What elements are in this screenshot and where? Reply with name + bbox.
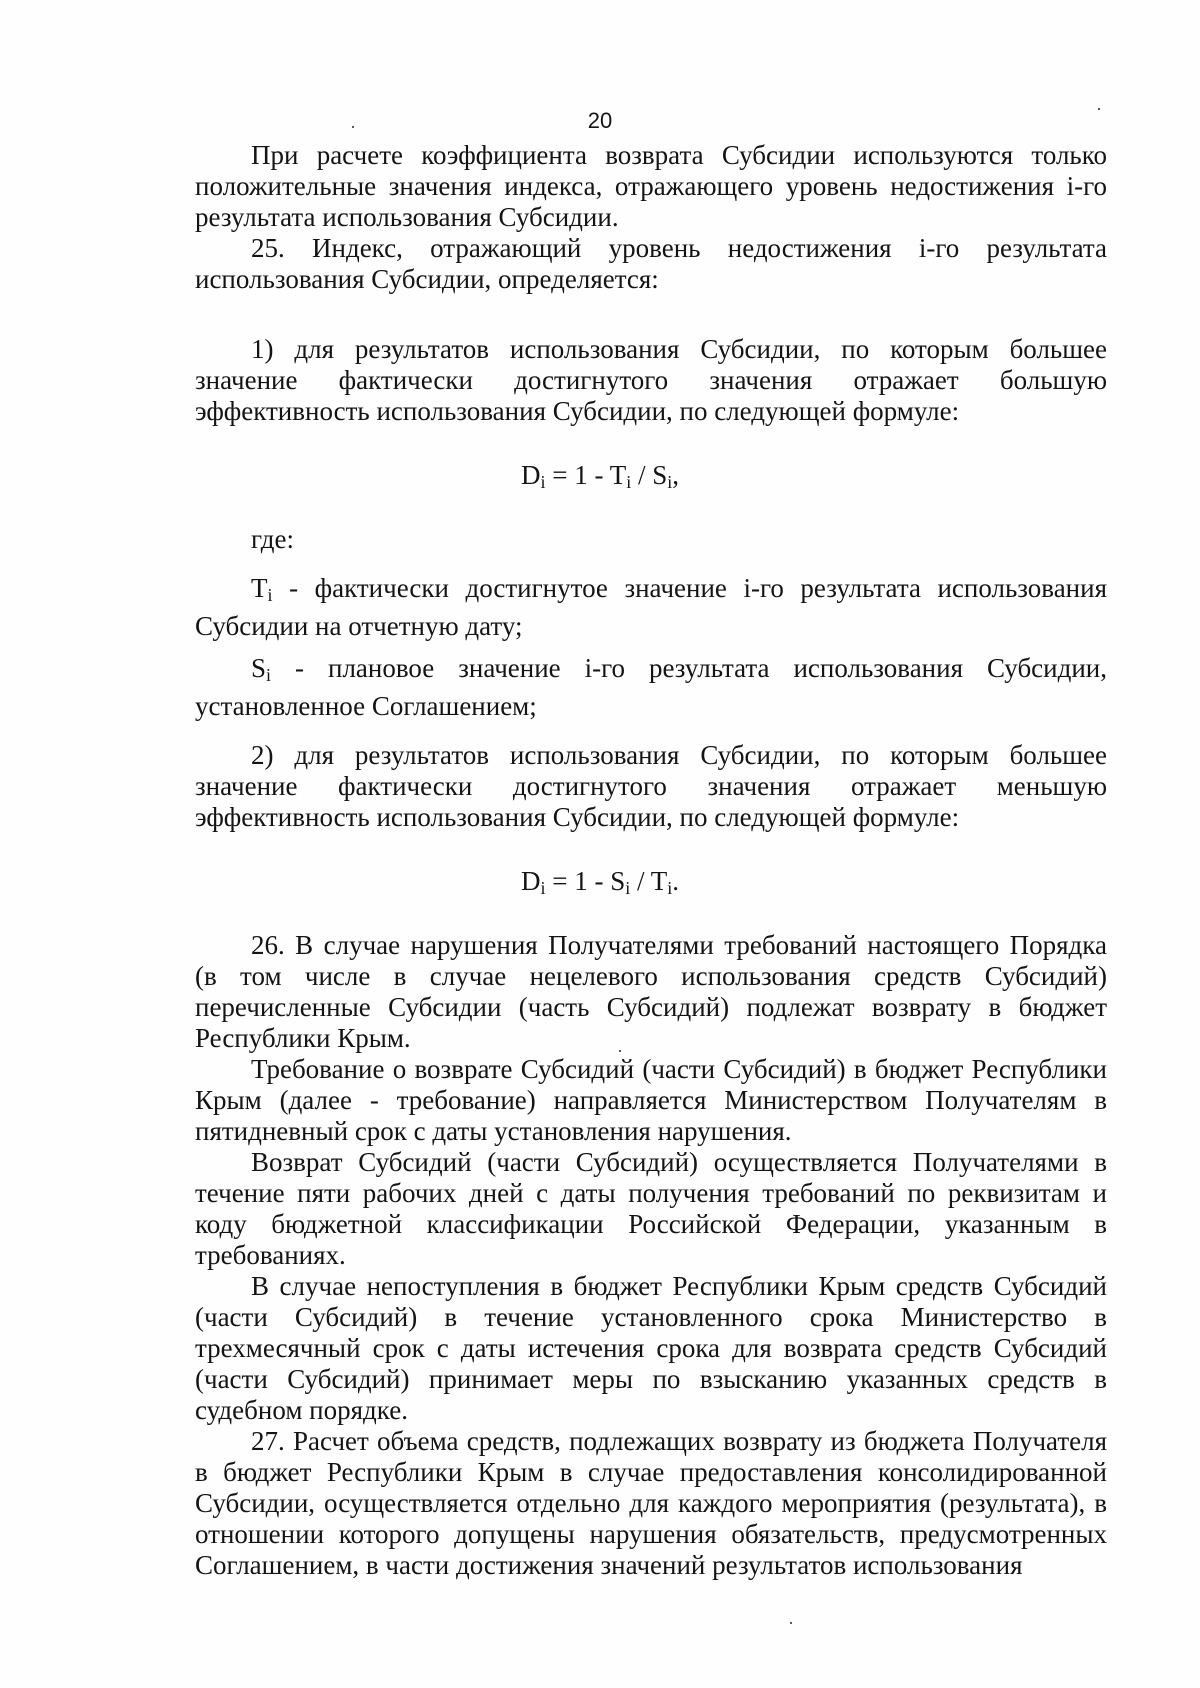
variable-t: $T_i$ bbox=[251, 573, 273, 605]
paragraph-26-requirement: Требование о возврате Субсидий (части Субсидий) в бюджет Республики Крым (далее - требование) направляется Министерством Получателям в пятидневный срок с даты установления нарушения. bbox=[195, 1054, 1107, 1146]
paragraph-26: 26. В случае нарушения Получателями требований настоящего Порядка (в том числе в случае нецелевого использования средств Субсидий) перечисленные Субсидии (часть Субсидий) подлежат возврату в бюджет Республики Крым. bbox=[195, 930, 1107, 1053]
paragraph-25-item-1: 1) для результатов использования Субсидии, по которым большее значение фактически достигнутого значения отражает большую эффективность использования Субсидии, по следующей формуле: bbox=[195, 334, 1107, 426]
definition-t bbox=[195, 573, 1107, 642]
paragraph-26-return: Возврат Субсидий (части Субсидий) осуществляется Получателями в течение пяти рабочих дней с даты получения требований по реквизитам и коду бюджетной классификации Российской Федерации, указанным в требованиях. bbox=[195, 1147, 1107, 1270]
scan-speck bbox=[790, 1622, 792, 1624]
scan-speck bbox=[1098, 108, 1100, 110]
formula-1: $D_i = 1 - T_i / S_i$, bbox=[520, 460, 680, 492]
paragraph-26-recovery: В случае непоступления в бюджет Республики Крым средств Субсидий (части Субсидий) в течение установленного срока Министерство в трехмесячный срок с даты истечения срока для возврата средств Субсидий (части Субсидий) принимает меры по взысканию указанных средств в судебном порядке. bbox=[195, 1271, 1107, 1425]
scan-speck bbox=[619, 1050, 621, 1052]
page-number: 20 bbox=[587, 108, 613, 133]
paragraph-25: 25. Индекс, отражающий уровень недостижения i-го результата использования Субсидии, определяется: bbox=[195, 233, 1107, 294]
paragraph-coefficient-note: При расчете коэффициента возврата Субсидии используются только положительные значения индекса, отражающего уровень недостижения i-го результата использования Субсидии. bbox=[195, 140, 1107, 232]
paragraph-25-item-2: 2) для результатов использования Субсидии, по которым большее значение фактически достигнутого значения отражает меньшую эффективность использования Субсидии, по следующей формуле: bbox=[195, 740, 1107, 832]
definition-s-text: - плановое значение i-го результата использования Субсидии, установленное Соглашением; bbox=[195, 653, 1108, 721]
definition-s bbox=[195, 653, 1107, 722]
paragraph-27: 27. Расчет объема средств, подлежащих возврату из бюджета Получателя в бюджет Республики Крым в случае предоставления консолидированной Субсидии, осуществляется отдельно для каждого мероприятия (результата), в отношении которого допущены нарушения обязательств, предусмотренных Соглашением, в части достижения значений результатов использования bbox=[195, 1426, 1107, 1580]
where-label: где: bbox=[251, 524, 294, 554]
formula-2: $D_i = 1 - S_i / T_i$. bbox=[520, 866, 680, 898]
scan-speck bbox=[352, 126, 354, 128]
definition-t-text: - фактически достигнутое значение i-го результата использования Субсидии на отчетную дату; bbox=[195, 573, 1107, 641]
variable-s: $S_i$ bbox=[251, 653, 272, 685]
